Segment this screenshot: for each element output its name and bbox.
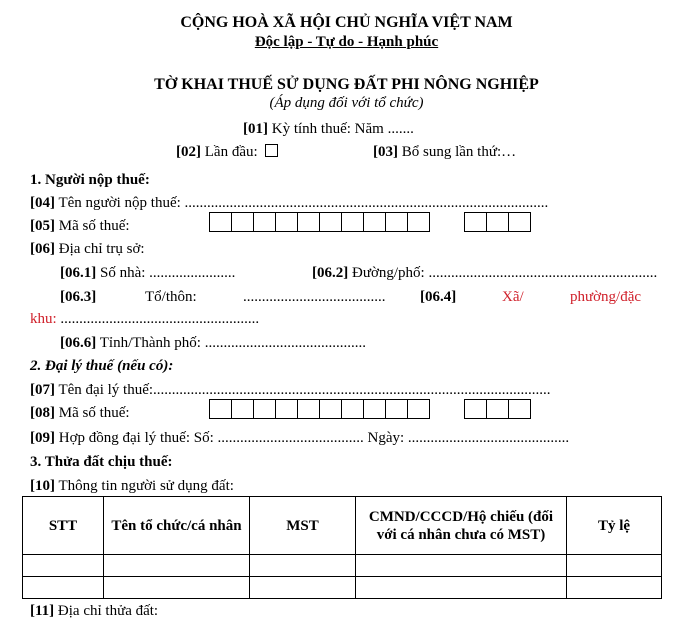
agent-tax-code-boxes-main[interactable] xyxy=(209,399,429,419)
field-09-label: Hợp đồng đại lý thuế: Số: ....................................... Ngày: ........................................... xyxy=(58,430,570,446)
field-03-code: [03] xyxy=(373,144,398,160)
tax-code-cell[interactable] xyxy=(231,399,254,419)
field-02 xyxy=(176,143,278,161)
field-08-code: [08] xyxy=(30,405,55,421)
field-06-3-code: [06.3] xyxy=(60,289,97,305)
form-subtitle: (Áp dụng đối với tổ chức) xyxy=(269,95,424,111)
agent-tax-code-boxes-branch[interactable] xyxy=(464,399,530,419)
field-06-4-dots: ..................................................... xyxy=(60,311,260,327)
tax-code-cell[interactable] xyxy=(407,399,430,419)
form-title: TỜ KHAI THUẾ SỬ DỤNG ĐẤT PHI NÔNG NGHIỆP xyxy=(154,76,539,93)
field-06-1[interactable] xyxy=(60,264,235,282)
field-02-code: [02] xyxy=(176,144,201,160)
col-mst-header: MST xyxy=(250,497,356,555)
field-10-label: Thông tin người sử dụng đất: xyxy=(58,478,234,494)
table-cell[interactable] xyxy=(23,577,104,599)
field-04[interactable] xyxy=(30,194,548,212)
field-06-6-code: [06.6] xyxy=(60,335,97,351)
field-06-4-code: [06.4] xyxy=(420,289,457,305)
tax-code-cell[interactable] xyxy=(385,399,408,419)
field-06 xyxy=(30,240,145,258)
field-06-2-label: Đường/phố: ............................................................. xyxy=(352,265,658,281)
section-1-title: 1. Người nộp thuế: xyxy=(30,172,150,188)
table-cell[interactable] xyxy=(23,555,104,577)
col-stt-header: STT xyxy=(23,497,104,555)
field-06-4-label-c: khu: xyxy=(30,311,57,327)
field-04-code: [04] xyxy=(30,195,55,211)
tax-code-cell[interactable] xyxy=(508,399,531,419)
tax-code-cell[interactable] xyxy=(486,212,509,232)
field-06-4-label-a: Xã/ xyxy=(502,289,524,305)
tax-code-boxes-branch[interactable] xyxy=(464,212,530,232)
first-time-checkbox[interactable] xyxy=(265,144,278,157)
table-header-row xyxy=(23,497,662,555)
field-01 xyxy=(243,120,414,138)
field-09-code: [09] xyxy=(30,430,55,446)
field-08 xyxy=(30,404,130,422)
field-11 xyxy=(30,602,158,620)
field-02-label: Lần đầu: xyxy=(204,144,258,160)
table-cell[interactable] xyxy=(104,555,250,577)
field-08-label: Mã số thuế: xyxy=(58,405,130,421)
field-07-code: [07] xyxy=(30,382,55,398)
field-03 xyxy=(373,143,516,161)
field-01-label: Kỳ tính thuế: Năm ....... xyxy=(271,121,414,137)
tax-code-cell[interactable] xyxy=(363,399,386,419)
field-06-1-label: Số nhà: ....................... xyxy=(100,265,236,281)
tax-code-cell[interactable] xyxy=(275,212,298,232)
field-07-label: Tên đại lý thuế:.......................................................................................................... xyxy=(58,382,551,398)
tax-code-cell[interactable] xyxy=(407,212,430,232)
table-cell[interactable] xyxy=(250,555,356,577)
motto: Độc lập - Tự do - Hạnh phúc xyxy=(254,34,439,50)
table-cell[interactable] xyxy=(356,555,567,577)
field-01-code: [01] xyxy=(243,121,268,137)
tax-code-cell[interactable] xyxy=(319,212,342,232)
field-10 xyxy=(30,477,234,495)
col-id-header: CMND/CCCD/Hộ chiếu (đối với cá nhân chưa có MST) xyxy=(356,497,567,555)
tax-code-cell[interactable] xyxy=(209,399,232,419)
tax-code-cell[interactable] xyxy=(385,212,408,232)
field-04-label: Tên người nộp thuế: ................................................................................................. xyxy=(58,195,549,211)
field-06-6[interactable] xyxy=(60,334,366,352)
tax-code-boxes-main[interactable] xyxy=(209,212,429,232)
field-05 xyxy=(30,217,130,235)
col-name-header: Tên tổ chức/cá nhân xyxy=(104,497,250,555)
field-06-3-dots[interactable]: ...................................... xyxy=(243,289,386,305)
tax-code-cell[interactable] xyxy=(231,212,254,232)
tax-code-cell[interactable] xyxy=(341,212,364,232)
tax-code-cell[interactable] xyxy=(297,399,320,419)
field-11-code: [11] xyxy=(30,603,55,619)
field-03-label: Bổ sung lần thứ:… xyxy=(401,144,517,160)
section-3-title: 3. Thửa đất chịu thuế: xyxy=(30,454,173,470)
table-cell[interactable] xyxy=(104,577,250,599)
field-06-4-label-b: phường/đặc xyxy=(570,289,642,305)
field-06-3-label: Tổ/thôn: xyxy=(145,289,197,305)
field-06-2[interactable] xyxy=(312,264,657,282)
tax-code-cell[interactable] xyxy=(363,212,386,232)
tax-code-cell[interactable] xyxy=(486,399,509,419)
tax-code-cell[interactable] xyxy=(275,399,298,419)
field-06-code: [06] xyxy=(30,241,55,257)
col-ratio-header: Tỷ lệ xyxy=(567,497,662,555)
table-cell[interactable] xyxy=(567,555,662,577)
field-06-4-cont[interactable] xyxy=(30,310,259,328)
table-row[interactable] xyxy=(23,555,662,577)
field-11-label: Địa chỉ thửa đất: xyxy=(57,603,159,619)
tax-code-cell[interactable] xyxy=(297,212,320,232)
table-row[interactable] xyxy=(23,577,662,599)
tax-code-cell[interactable] xyxy=(209,212,232,232)
table-cell[interactable] xyxy=(567,577,662,599)
field-06-6-label: Tỉnh/Thành phố: ........................................... xyxy=(99,335,366,351)
section-2-title: 2. Đại lý thuế (nếu có): xyxy=(30,358,174,374)
field-06-2-code: [06.2] xyxy=(312,265,349,281)
tax-code-cell[interactable] xyxy=(319,399,342,419)
field-10-code: [10] xyxy=(30,478,55,494)
tax-code-cell[interactable] xyxy=(341,399,364,419)
table-cell[interactable] xyxy=(250,577,356,599)
field-07[interactable] xyxy=(30,381,551,399)
republic-title: CỘNG HOÀ XÃ HỘI CHỦ NGHĨA VIỆT NAM xyxy=(180,14,513,31)
land-users-table xyxy=(22,496,662,599)
field-09[interactable] xyxy=(30,429,569,447)
tax-code-cell[interactable] xyxy=(253,399,276,419)
tax-code-cell[interactable] xyxy=(253,212,276,232)
field-05-label: Mã số thuế: xyxy=(58,218,130,234)
tax-code-cell[interactable] xyxy=(464,212,487,232)
tax-code-cell[interactable] xyxy=(508,212,531,232)
field-06-label: Địa chỉ trụ sở: xyxy=(58,241,145,257)
tax-code-cell[interactable] xyxy=(464,399,487,419)
table-cell[interactable] xyxy=(356,577,567,599)
field-05-code: [05] xyxy=(30,218,55,234)
field-06-1-code: [06.1] xyxy=(60,265,97,281)
